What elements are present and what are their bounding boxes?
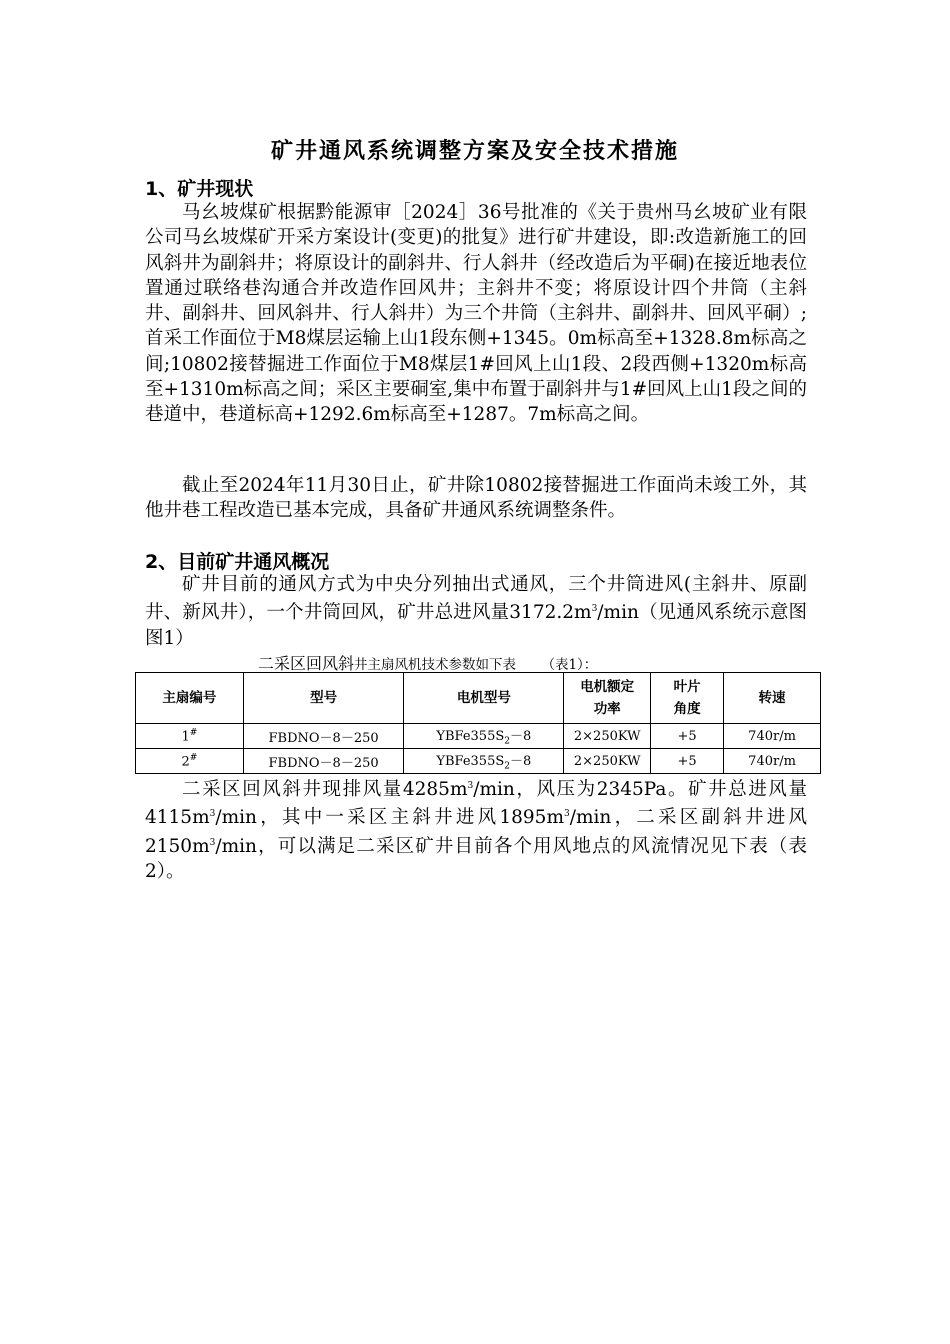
header-model: 型号 (243, 673, 404, 724)
text: －8 (509, 729, 532, 745)
header-rated-power: 电机额定功率 (564, 673, 651, 724)
text: /min，二采区副斜井进风2150m (145, 807, 807, 858)
text: /min，其中一采区主斜井进风1895m (215, 807, 564, 829)
header-motor-model: 电机型号 (404, 673, 564, 724)
text: YBFe355S (436, 729, 505, 745)
table-header-row (136, 673, 821, 724)
table-row (136, 724, 821, 749)
cell-fan-number (136, 724, 244, 749)
cell-power: 2×250KW (564, 724, 651, 749)
caption-main: 二采区回风斜 (258, 654, 355, 673)
cell-speed: 740r/m (724, 724, 821, 749)
header-blade-angle: 叶片角度 (651, 673, 724, 724)
page-title: 矿井通风系统调整方案及安全技术措施 (270, 139, 679, 164)
section1-paragraph-2: 截止至2024年11月30日止，矿井除10802接替掘进工作面尚未竣工外，其他井巷工程改造已基本完成，具备矿井通风系统调整条件。 (145, 475, 807, 522)
superscript: 3 (467, 781, 474, 791)
section-heading-2: 2、目前矿井通风概况 (145, 551, 330, 573)
fan-parameters-table (135, 672, 821, 774)
subscript: 2 (504, 761, 510, 772)
section1-paragraph-1: 马幺坡煤矿根据黔能源审［2024］36号批准的《关于贵州马幺坡矿业有限公司马幺坡煤矿开采方案设计(变更)的批复》进行矿井建设，即:改造新施工的回风斜井为副斜井；将原设计的副斜井、行人斜井（经改造后为平硐)在接近地表位置通过联络巷沟通合并改造作回风井；主斜井不变；将原设计四个井筒（主斜井、副斜井、回风斜井、行人斜井）为三个井筒（主斜井、副斜井、回风平硐）;首采工作面位于M8煤层运输上山1段东侧+1345。0m标高至+1328.8m标高之间;10802接替掘进工作面位于M8煤层1#回风上山1段、2段西侧+1320m标高至+1310m标高之间；采区主要硐室,集中布置于副斜井与1#回风上山1段之间的巷道中，巷道标高+1292.6m标高至+1287。7m标高之间。 (145, 202, 807, 426)
section2-paragraph-2 (145, 774, 807, 885)
text: /min，可以满足二采区矿井目前各个用风地点的风流情况见下表（表2）。 (145, 836, 807, 883)
header-speed: 转速 (724, 673, 821, 724)
text: 1 (181, 729, 190, 745)
cell-motor-model (404, 749, 564, 774)
cell-power: 2×250KW (564, 749, 651, 774)
superscript: 3 (209, 809, 216, 820)
superscript: # (189, 727, 198, 738)
table-caption (258, 651, 597, 674)
cell-model: FBDNO－8－250 (243, 724, 404, 749)
cell-speed: 740r/m (724, 749, 821, 774)
cell-fan-number (136, 749, 244, 774)
cell-model: FBDNO－8－250 (243, 749, 404, 774)
superscript: 3 (209, 837, 216, 848)
text: /min（见通风系统示意图图1） (145, 602, 807, 649)
caption-small: 井主扇风机技术参数如下表 (354, 657, 517, 673)
cell-motor-model (404, 724, 564, 749)
table-row (136, 749, 821, 774)
text: 二采区回风斜井现排风量4285m (182, 779, 468, 801)
superscript: # (189, 752, 198, 763)
subscript: 2 (504, 736, 510, 747)
cell-angle: +5 (651, 724, 724, 749)
text: YBFe355S (436, 754, 505, 770)
caption-ref: （表1）： (541, 657, 598, 673)
text: 2 (181, 754, 190, 770)
text: －8 (509, 754, 532, 770)
superscript: 3 (563, 809, 570, 820)
superscript: 3 (591, 604, 598, 615)
header-fan-number: 主扇编号 (136, 673, 244, 724)
text: /min，风压为2345Pa。矿井总进风量4115m (145, 779, 807, 829)
section2-paragraph-1 (145, 572, 807, 651)
section-heading-1: 1、矿井现状 (145, 178, 254, 200)
text: 矿井目前的通风方式为中央分列抽出式通风，三个井筒进风(主斜井、原副井、新风井），一个井筒回风，矿井总进风量3172.2m (145, 574, 807, 624)
cell-angle: +5 (651, 749, 724, 774)
